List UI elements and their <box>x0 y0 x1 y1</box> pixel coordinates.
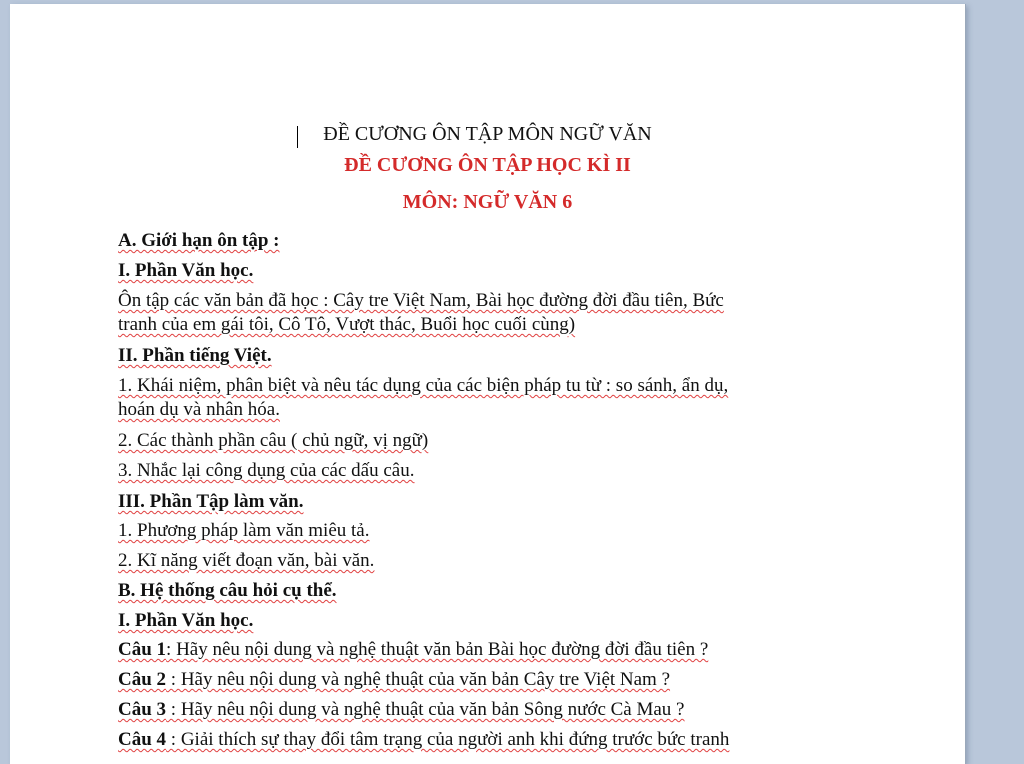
section-a3-heading: III. Phần Tập làm văn. <box>118 491 304 512</box>
document-page[interactable] <box>10 4 965 764</box>
question-text: : Hãy nêu nội dung và nghệ thuật của văn bản Cây tre Việt Nam ? <box>166 669 671 690</box>
question-label: Câu 2 <box>118 669 167 690</box>
a2-item2: 2. Các thành phần câu ( chủ ngữ, vị ngữ) <box>118 430 429 451</box>
question-label: Câu 1 <box>118 639 167 660</box>
a3-item1: 1. Phương pháp làm văn miêu tả. <box>118 520 370 541</box>
section-a2-heading: II. Phần tiếng Việt. <box>118 345 272 366</box>
question-2 <box>118 668 838 692</box>
document-subtitle: ĐỀ CƯƠNG ÔN TẬP HỌC KÌ II <box>344 154 631 176</box>
question-text: : Giải thích sự thay đổi tâm trạng của người anh khi đứng trước bức tranh <box>166 729 730 750</box>
question-label: Câu 4 <box>118 729 167 750</box>
question-3 <box>118 698 838 722</box>
question-text: : Hãy nêu nội dung và nghệ thuật của văn bản Sông nước Cà Mau ? <box>166 699 685 720</box>
a1-text-line1: Ôn tập các văn bản đã học : Cây tre Việt Nam, Bài học đường đời đầu tiên, Bức <box>118 290 724 311</box>
section-a1-heading: I. Phần Văn học. <box>118 260 254 281</box>
a2-item3: 3. Nhắc lại công dụng của các dấu câu. <box>118 460 415 481</box>
section-a-heading: A. Giới hạn ôn tập : <box>118 230 280 251</box>
a3-item2: 2. Kĩ năng viết đoạn văn, bài văn. <box>118 550 375 571</box>
a2-item1-line1: 1. Khái niệm, phân biệt và nêu tác dụng của các biện pháp tu từ : so sánh, ẩn dụ, <box>118 375 729 396</box>
question-1 <box>118 638 838 662</box>
question-label: Câu 3 <box>118 699 167 720</box>
subject-title: MÔN: NGỮ VĂN 6 <box>402 191 573 213</box>
question-text: : Hãy nêu nội dung và nghệ thuật văn bản Bài học đường đời đầu tiên ? <box>166 639 709 660</box>
section-b-heading: B. Hệ thống câu hỏi cụ thể. <box>118 580 337 601</box>
a1-text-line2: tranh của em gái tôi, Cô Tô, Vượt thác, Buổi học cuối cùng) <box>118 314 576 335</box>
question-4 <box>118 728 838 752</box>
a2-item1-line2: hoán dụ và nhân hóa. <box>118 399 280 420</box>
document-title: ĐỀ CƯƠNG ÔN TẬP MÔN NGỮ VĂN <box>323 123 652 145</box>
section-b1-heading: I. Phần Văn học. <box>118 610 254 631</box>
